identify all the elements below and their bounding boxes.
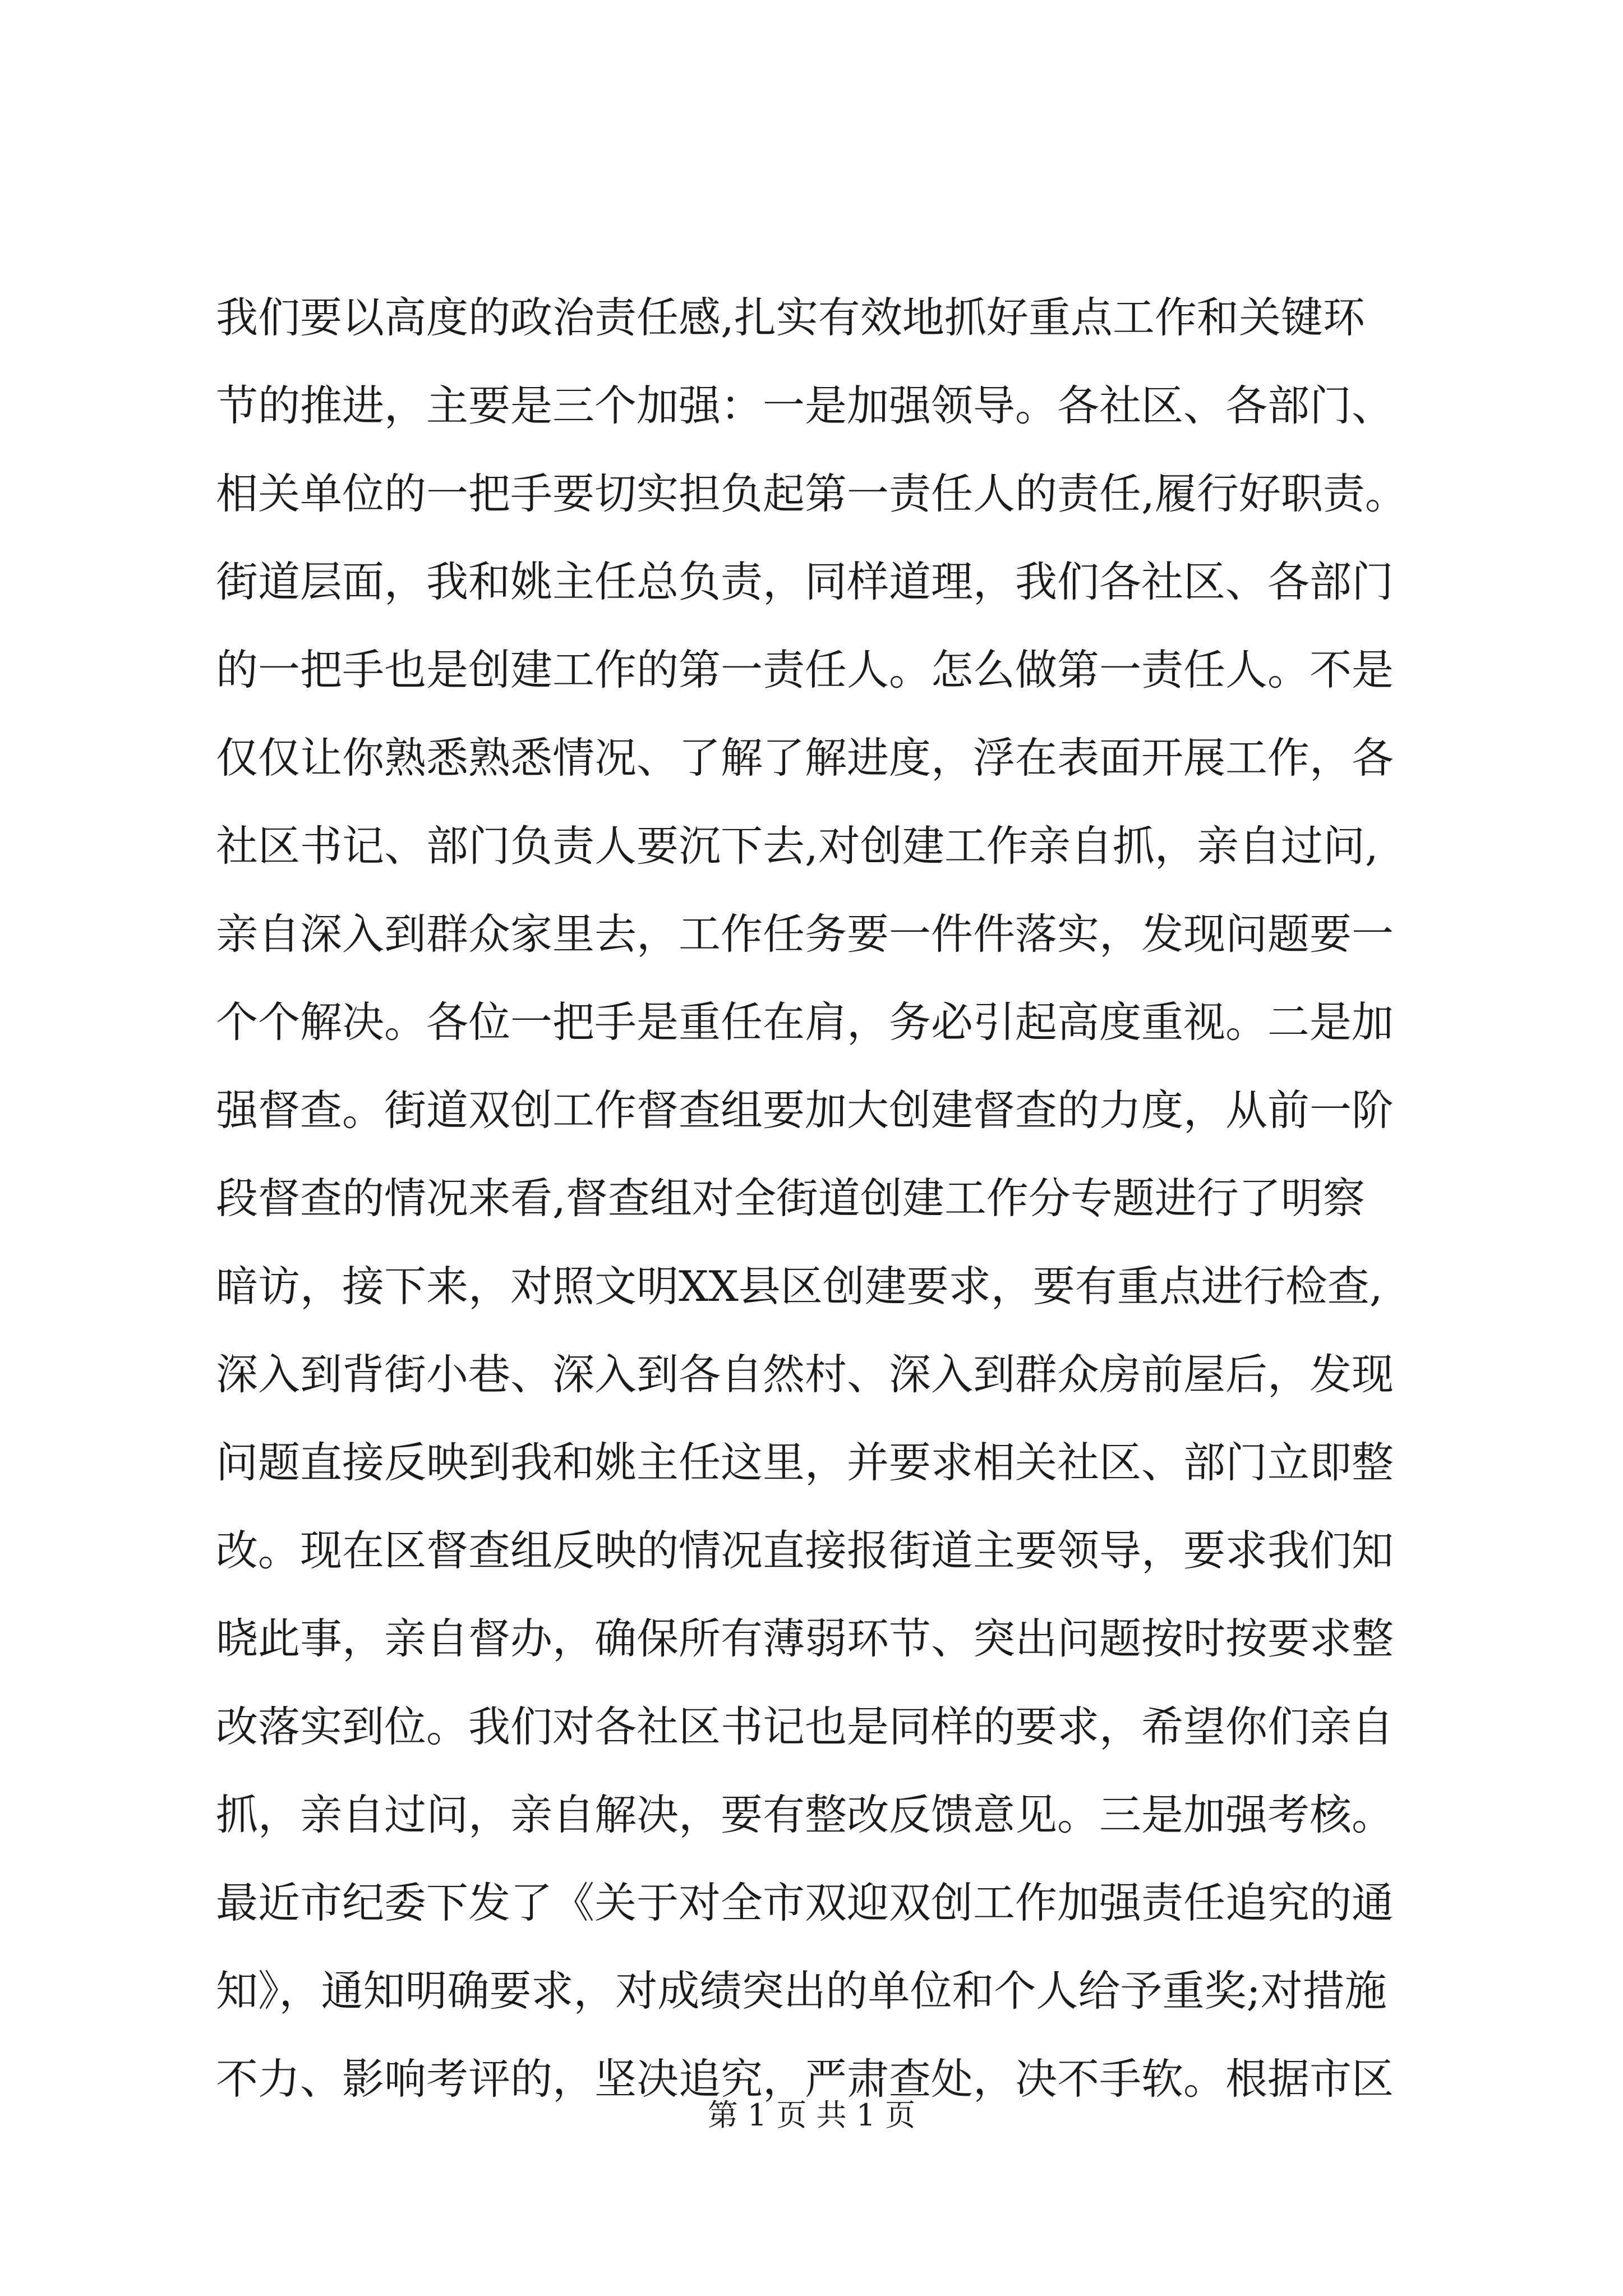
text-line: 不力、影响考评的，坚决追究，严肃查处，决不手软。根据市区: [216, 2054, 1394, 2104]
text-line: 晓此事，亲自督办，确保所有薄弱环节、突出问题按时按要求整: [216, 1614, 1394, 1663]
text-line: 改落实到位。我们对各社区书记也是同样的要求，希望你们亲自: [216, 1702, 1394, 1751]
text-line: 强督查。街道双创工作督查组要加大创建督查的力度，从前一阶: [216, 1085, 1394, 1135]
text-line: 最近市纪委下发了《关于对全市双迎双创工作加强责任追究的通: [216, 1878, 1394, 1927]
text-line: 个个解决。各位一把手是重任在肩，务必引起高度重视。二是加: [216, 997, 1394, 1047]
text-line: 我们要以高度的政治责任感,扎实有效地抓好重点工作和关键环: [216, 293, 1365, 342]
text-line: 的一把手也是创建工作的第一责任人。怎么做第一责任人。不是: [216, 645, 1394, 694]
text-line: 暗访，接下来，对照文明XX县区创建要求，要有重点进行检查,: [216, 1262, 1383, 1311]
text-line: 改。现在区督查组反映的情况直接报街道主要领导，要求我们知: [216, 1526, 1394, 1575]
text-line: 亲自深入到群众家里去，工作任务要一件件落实，发现问题要一: [216, 909, 1394, 959]
text-line: 社区书记、部门负责人要沉下去,对创建工作亲自抓，亲自过问,: [216, 821, 1378, 871]
text-line: 知》，通知明确要求，对成绩突出的单位和个人给予重奖;对措施: [216, 1966, 1387, 2016]
text-line: 问题直接反映到我和姚主任这里，并要求相关社区、部门立即整: [216, 1438, 1394, 1487]
text-line: 仅仅让你熟悉熟悉情况、了解了解进度，浮在表面开展工作，各: [216, 733, 1394, 783]
body-text: [216, 274, 1467, 2123]
text-line: 段督查的情况来看,督查组对全街道创建工作分专题进行了明察: [216, 1174, 1365, 1223]
text-line: 街道层面，我和姚主任总负责，同样道理，我们各社区、各部门: [216, 557, 1394, 606]
text-line: 节的推进，主要是三个加强：一是加强领导。各社区、各部门、: [216, 381, 1394, 430]
text-line: 抓，亲自过问，亲自解决，要有整改反馈意见。三是加强考核。: [216, 1790, 1394, 1839]
page-number-footer: 第 1 页 共 1 页: [707, 2097, 916, 2133]
text-line: 深入到背街小巷、深入到各自然村、深入到群众房前屋后，发现: [216, 1350, 1394, 1399]
text-line: 相关单位的一把手要切实担负起第一责任人的责任,履行好职责。: [216, 469, 1407, 518]
